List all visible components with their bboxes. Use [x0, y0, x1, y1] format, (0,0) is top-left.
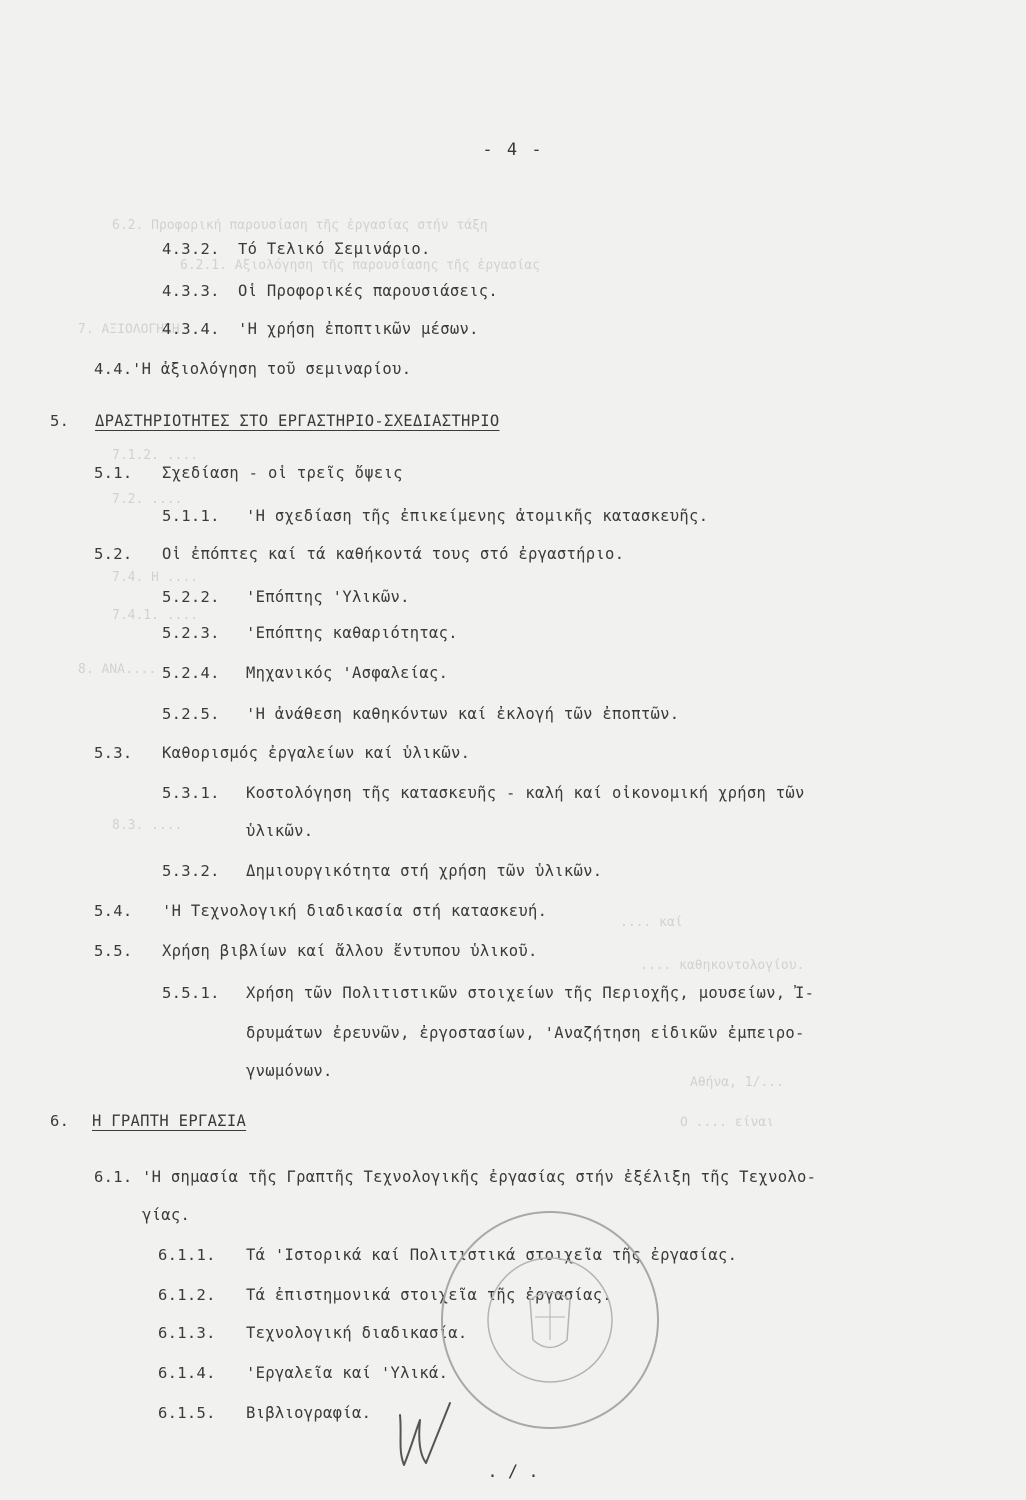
entry-number: 5.3.	[94, 744, 133, 762]
entry-text: 'Η Τεχνολογική διαδικασία στή κατασκευή.	[162, 902, 548, 920]
official-seal-stamp	[435, 1205, 665, 1435]
entry-number: 6.1.5.	[158, 1404, 216, 1422]
section-title: Η ΓΡΑΠΤΗ ΕΡΓΑΣΙΑ	[92, 1112, 247, 1130]
entry-number: 5.5.1.	[162, 984, 220, 1002]
entry-number: 5.2.	[94, 545, 133, 563]
section-number: 5.	[50, 412, 70, 430]
entry-number: 5.1.1.	[162, 507, 220, 525]
entry-text: Οἱ Προφορικές παρουσιάσεις.	[238, 282, 499, 300]
entry-text: Χρήση τῶν Πολιτιστικῶν στοιχείων τῆς Περιοχῆς, μουσείων, Ἰ-	[246, 984, 815, 1002]
entry-text: Τά ἐπιστημονικά στοιχεῖα τῆς ἐργασίας.	[246, 1286, 613, 1304]
entry-number: 6.1.4.	[158, 1364, 216, 1382]
entry-number: 4.3.3.	[162, 282, 220, 300]
entry-text: Μηχανικός 'Ασφαλείας.	[246, 664, 449, 682]
entry-text: Τά 'Ιστορικά καί Πολιτιστικά στοιχεῖα τῆς ἐργασίας.	[246, 1246, 738, 1264]
entry-text: 'Η ἀνάθεση καθηκόντων καί ἐκλογή τῶν ἐποπτῶν.	[246, 705, 680, 723]
entry-number: 6.1.3.	[158, 1324, 216, 1342]
entry-number: 4.3.2.	[162, 240, 220, 258]
entry-text: Κοστολόγηση τῆς κατασκευῆς - καλή καί οἰκονομική χρήση τῶν	[246, 784, 805, 802]
entry-text: 'Επόπτης καθαριότητας.	[246, 624, 458, 642]
entry-number: 6.1.1.	[158, 1246, 216, 1264]
entry-number: 6.1.2.	[158, 1286, 216, 1304]
entry-text: ὑλικῶν.	[246, 822, 314, 840]
page-number: - 4 -	[482, 140, 544, 160]
section-title: ΔΡΑΣΤΗΡΙΟΤΗΤΕΣ ΣΤΟ ΕΡΓΑΣΤΗΡΙΟ-ΣΧΕΔΙΑΣΤΗΡΙΟ	[95, 412, 500, 430]
entry-number: 5.1.	[94, 464, 133, 482]
entry-number: 5.3.1.	[162, 784, 220, 802]
entry-text: Καθορισμός ἐργαλείων καί ὑλικῶν.	[162, 744, 471, 762]
entry-number: 5.3.2.	[162, 862, 220, 880]
entry-text: Σχεδίαση - οἱ τρεῖς ὄψεις	[162, 464, 403, 482]
page-continuation-marker: . / .	[487, 1462, 539, 1482]
entry-text: Χρήση βιβλίων καί ἄλλου ἔντυπου ὑλικοῦ.	[162, 942, 538, 960]
entry-number: 5.2.3.	[162, 624, 220, 642]
entry-text: γίας.	[142, 1206, 191, 1224]
entry-number: 5.2.5.	[162, 705, 220, 723]
entry-number: 5.2.2.	[162, 588, 220, 606]
entry-text: Tό Τελικό Σεμινάριο.	[238, 240, 431, 258]
entry-text: 'Η χρήση ἐποπτικῶν μέσων.	[238, 320, 479, 338]
entry-number: 5.2.4.	[162, 664, 220, 682]
entry-text: 'Η ἀξιολόγηση τοῦ σεμιναρίου.	[132, 360, 412, 378]
entry-text: Βιβλιογραφία.	[246, 1404, 372, 1422]
entry-text: 'Η σχεδίαση τῆς ἐπικείμενης ἀτομικῆς κατασκευῆς.	[246, 507, 709, 525]
entry-number: 5.5.	[94, 942, 133, 960]
entry-number: 5.4.	[94, 902, 133, 920]
section-number: 6.	[50, 1112, 70, 1130]
entry-text: Δημιουργικότητα στή χρήση τῶν ὑλικῶν.	[246, 862, 603, 880]
entry-text: Τεχνολογική διαδικασία.	[246, 1324, 468, 1342]
entry-number: 4.3.4.	[162, 320, 220, 338]
entry-text: δρυμάτων ἐρευνῶν, ἐργοστασίων, 'Αναζήτηση εἰδικῶν ἐμπειρο-	[246, 1024, 805, 1042]
entry-text: Οἱ ἐπόπτες καί τά καθήκοντά τους στό ἐργαστήριο.	[162, 545, 625, 563]
entry-text: 'Εργαλεῖα καί 'Υλικά.	[246, 1364, 449, 1382]
entry-number: 4.4.	[94, 360, 133, 378]
entry-text: γνωμόνων.	[246, 1062, 333, 1080]
entry-number: 6.1.	[94, 1168, 133, 1186]
entry-text: 'Επόπτης 'Υλικῶν.	[246, 588, 410, 606]
entry-text: 'Η σημασία τῆς Γραπτῆς Τεχνολογικῆς ἐργασίας στήν ἐξέλιξη τῆς Τεχνολο-	[142, 1168, 817, 1186]
